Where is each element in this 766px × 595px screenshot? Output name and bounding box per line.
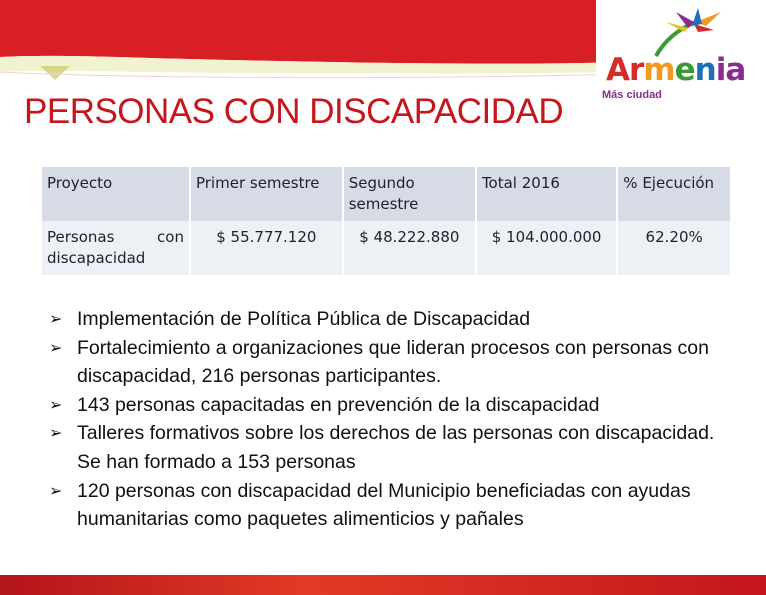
header-segundo-semestre: Segundo semestre: [343, 167, 476, 221]
table-row: [42, 221, 731, 275]
table-header-row: [42, 167, 731, 221]
armenia-logo: [596, 0, 766, 110]
budget-table: [42, 167, 732, 275]
bullet-list: [49, 305, 739, 534]
arrow-bullet-icon: ➢: [49, 423, 63, 443]
arrow-bullet-icon: ➢: [49, 394, 63, 414]
page-title: PERSONAS CON DISCAPACIDAD: [24, 92, 564, 131]
list-item: ➢ Implementación de Política Pública de Discapacidad: [49, 305, 739, 334]
logo-wordmark: Armenia: [606, 52, 746, 88]
bird-of-paradise-icon: [636, 8, 726, 58]
arrow-bullet-icon: ➢: [49, 309, 63, 328]
arrow-bullet-icon: ➢: [49, 480, 63, 500]
cell-proyecto: Personas con discapacidad: [42, 221, 190, 275]
header-total-2016: Total 2016: [476, 167, 617, 221]
logo-tagline: Más ciudad: [602, 89, 662, 101]
list-item: ➢ Talleres formativos sobre los derechos de las personas con discapacidad. Se han formado a 153 personas: [49, 419, 739, 476]
header-ejecucion: % Ejecución: [617, 167, 731, 221]
footer-band: [0, 575, 766, 595]
list-item: ➢ 143 personas capacitadas en prevención de la discapacidad: [49, 391, 739, 420]
cell-primer-semestre: $ 55.777.120: [190, 221, 343, 275]
cell-ejecucion: 62.20%: [617, 221, 731, 275]
cell-segundo-semestre: $ 48.222.880: [343, 221, 476, 275]
list-item: ➢ 120 personas con discapacidad del Municipio beneficiadas con ayudas humanitarias como paquetes alimenticios y pañales: [49, 477, 739, 534]
header-proyecto: Proyecto: [42, 167, 190, 221]
cell-total-2016: $ 104.000.000: [476, 221, 617, 275]
list-item: ➢ Fortalecimiento a organizaciones que lideran procesos con personas con discapacidad, 216 personas participantes.: [49, 334, 739, 391]
arrow-bullet-icon: ➢: [49, 337, 63, 357]
header-primer-semestre: Primer semestre: [190, 167, 343, 221]
